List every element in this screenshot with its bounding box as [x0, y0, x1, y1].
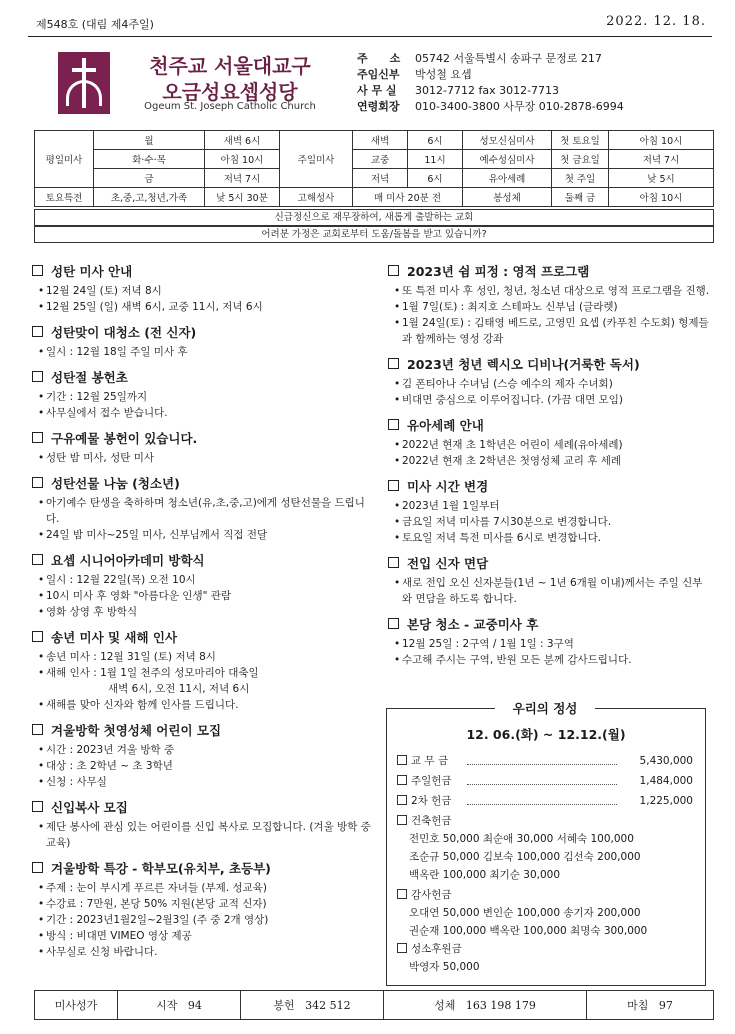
donor-line: 권순재 100,000 백옥란 100,000 최명숙 300,000: [409, 925, 648, 937]
checkbox-icon: [397, 815, 407, 825]
checkbox-icon: [32, 326, 43, 337]
building-fund-label: 건축헌금: [397, 813, 697, 829]
checkbox-icon: [32, 477, 43, 488]
offering-row: 교 무 금 5,430,000: [397, 753, 697, 769]
saint-fund-label: 성소후원금: [397, 941, 697, 957]
notice-section: 성탄선물 나눔 (청소년) • 아기예수 탄생을 축하하며 청소년(유,초,중,고)에게 성탄선물을 드립니다. • 24일 밤 미사~25일 미사, 신부님께서 직접 전달: [32, 474, 372, 543]
checkbox-icon: [388, 265, 399, 276]
notice-section: 성탄맞이 대청소 (전 신자) • 일시 : 12월 18일 주일 미사 후: [32, 323, 372, 360]
checkbox-icon: [397, 943, 407, 953]
offerings-period: 12. 06.(화) ~ 12.12.(월): [466, 727, 626, 742]
hymn-start: 시작 94: [118, 991, 241, 1020]
notice-section: 본당 청소 - 교중미사 후 • 12월 25일 : 2구역 / 1월 1일 : 3구역 • 수고해 주시는 구역, 반원 모든 분께 감사드립니다.: [388, 615, 710, 668]
notice-section: 송년 미사 및 새해 인사 • 송년 미사 : 12월 31일 (토) 저녁 8시 • 새해 인사 : 1월 1일 천주의 성모마리아 대축일 새벽 6시, 오전 11시, 저녁 6시 • 새해를 맞아 신자와 함께 인사를 드립니다.: [32, 628, 372, 713]
checkbox-icon: [32, 801, 43, 812]
notice-section: 겨울방학 특강 - 학부모(유치부, 초등부) • 주제 : 눈이 부시게 푸르른 자녀들 (부제. 성교육) • 수강료 : 7만원, 본당 50% 지원(본당 교적 신자) • 기간 : 2023년1월2일~2월3일 (주 중 2개 영상) • 방식 : 비대면 VIMEO 영상 제공 • 사무실로 신청 바랍니다.: [32, 859, 372, 960]
checkbox-icon: [388, 557, 399, 568]
issue-number: 제548호 (대림 제4주일): [36, 18, 154, 31]
info-funeral: 연령회장 010-3400-3800 사무장 010-2878-6994: [357, 100, 624, 113]
checkbox-icon: [397, 775, 407, 785]
checkbox-icon: [32, 432, 43, 443]
info-pastor: 주임신부 박성철 요셉: [357, 68, 472, 81]
sunday-label: 주일미사: [280, 131, 353, 188]
checkbox-icon: [32, 724, 43, 735]
checkbox-icon: [388, 358, 399, 369]
donor-line: 백옥란 100,000 최기순 30,000: [409, 869, 561, 881]
right-column: [388, 262, 710, 676]
weekday-label: 평일미사: [35, 131, 94, 188]
left-column: [32, 262, 372, 968]
notice-section: 성탄절 봉헌초 • 기간 : 12월 25일까지 • 사무실에서 접수 받습니다.: [32, 368, 372, 421]
notice-section: 전입 신자 면담 • 새로 전입 오신 신자분들(1년 ~ 1년 6개월 이내)께서는 주일 신부와 면담을 하도록 합니다.: [388, 554, 710, 607]
saturday-label: 토요특전: [35, 188, 94, 207]
offerings-title: 우리의 정성: [495, 699, 595, 717]
thanks-fund-label: 감사헌금: [397, 887, 697, 903]
notice-section: 성탄 미사 안내 • 12월 24일 (토) 저녁 8시 • 12월 25일 (일) 새벽 6시, 교중 11시, 저녁 6시: [32, 262, 372, 315]
checkbox-icon: [388, 480, 399, 491]
header-bar: [28, 14, 712, 37]
checkbox-icon: [397, 889, 407, 899]
donor-line: 오대연 50,000 변인순 100,000 송기자 200,000: [409, 907, 641, 919]
checkbox-icon: [32, 631, 43, 642]
hymn-offertory: 봉헌 342 512: [241, 991, 384, 1020]
church-title-en: Ogeum St. Joseph Catholic Church: [144, 101, 316, 112]
checkbox-icon: [388, 419, 399, 430]
donor-line: 조순규 50,000 김보숙 100,000 김선숙 200,000: [409, 851, 641, 863]
hymn-end: 마침 97: [587, 991, 714, 1020]
hymn-label: 미사성가: [35, 991, 118, 1020]
notice-section: 요셉 시니어아카데미 방학식 • 일시 : 12월 22일(목) 오전 10시 • 10시 미사 후 영화 "아름다운 인생" 관람 • 영화 상영 후 방학식: [32, 551, 372, 620]
checkbox-icon: [32, 554, 43, 565]
church-title: 오금성요셉성당: [162, 80, 298, 104]
notice-section: 유아세례 안내 • 2022년 현재 초 1학년은 어린이 세례(유아세례) • 2022년 현재 초 2학년은 첫영성체 교리 후 세례: [388, 416, 710, 469]
notice-motto: 신급정신으로 재무장하여, 새롭게 출발하는 교회: [34, 209, 714, 226]
checkbox-icon: [32, 265, 43, 276]
notice-question: 어려분 가정은 교회로부터 도움/돌봄을 받고 있습니까?: [34, 226, 714, 243]
church-logo-icon: [58, 52, 110, 114]
checkbox-icon: [32, 371, 43, 382]
info-office: 사 무 실 3012-7712 fax 3012-7713: [357, 84, 560, 97]
donor-line: 전민호 50,000 최순애 30,000 서혜숙 100,000: [409, 833, 634, 845]
checkbox-icon: [397, 795, 407, 805]
notice-section: 겨울방학 첫영성체 어린이 모집 • 시간 : 2023년 겨울 방학 중 • 대상 : 초 2학년 ~ 초 3학년 • 신청 : 사무실: [32, 721, 372, 790]
hymn-communion: 성체 163 198 179: [384, 991, 587, 1020]
offering-row: 2차 헌금 1,225,000: [397, 793, 697, 809]
mass-schedule-table: 평일미사 월 새벽 6시 주일미사 새벽 6시 성모신심미사 첫 토요일 아침 10시 화·수·목 아침 10시 교중 11시 예수성심미사 첫 금요일 저녁 7시 금 저녁 7시 저녁 6시 유아세례 첫 주일 낮 5시 토요특전 초,중,고,청년,가족 낮 5시 30분 고해성사 매 미사 20분 전 봉성체 둘째 금 아침 10시: [34, 130, 714, 207]
notice-section: 신입복사 모집 • 제단 봉사에 관심 있는 어린이를 신입 복사로 모집합니다. (겨울 방학 중 교육): [32, 798, 372, 851]
notice-section: 2023년 청년 렉시오 디비나(거룩한 독서) • 김 폰티아나 수녀님 (스승 예수의 제자 수녀회) • 비대면 중심으로 이루어집니다. (가끔 대면 모임): [388, 355, 710, 408]
offering-row: 주일헌금 1,484,000: [397, 773, 697, 789]
info-address: 주 소 05742 서울특별시 송파구 문정로 217: [357, 52, 602, 65]
checkbox-icon: [32, 862, 43, 873]
checkbox-icon: [397, 755, 407, 765]
notice-section: 2023년 쉼 피정 : 영적 프로그램 • 또 특전 미사 후 성인, 청년, 청소년 대상으로 영적 프로그램을 진행. • 1월 7일(토) : 최지호 스테파노 신부님 (글라렛) • 1월 24일(토) : 김태영 베드로, 고영민 요셉 (카푸친 수도회) 형제들과 함께하는 영성 강좌: [388, 262, 710, 347]
offerings-box: [386, 701, 706, 986]
diocese-title: 천주교 서울대교구: [149, 54, 311, 78]
donor-line: 박영자 50,000: [409, 961, 480, 973]
issue-date: 2022. 12. 18.: [606, 14, 706, 29]
checkbox-icon: [388, 618, 399, 629]
notice-section: 구유예물 봉헌이 있습니다. • 성탄 밤 미사, 성탄 미사: [32, 429, 372, 466]
hymn-table: [34, 990, 714, 1020]
notice-section: 미사 시간 변경 • 2023년 1월 1일부터 • 금요일 저녁 미사를 7시30분으로 변경합니다. • 토요일 저녁 특전 미사를 6시로 변경합니다.: [388, 477, 710, 546]
